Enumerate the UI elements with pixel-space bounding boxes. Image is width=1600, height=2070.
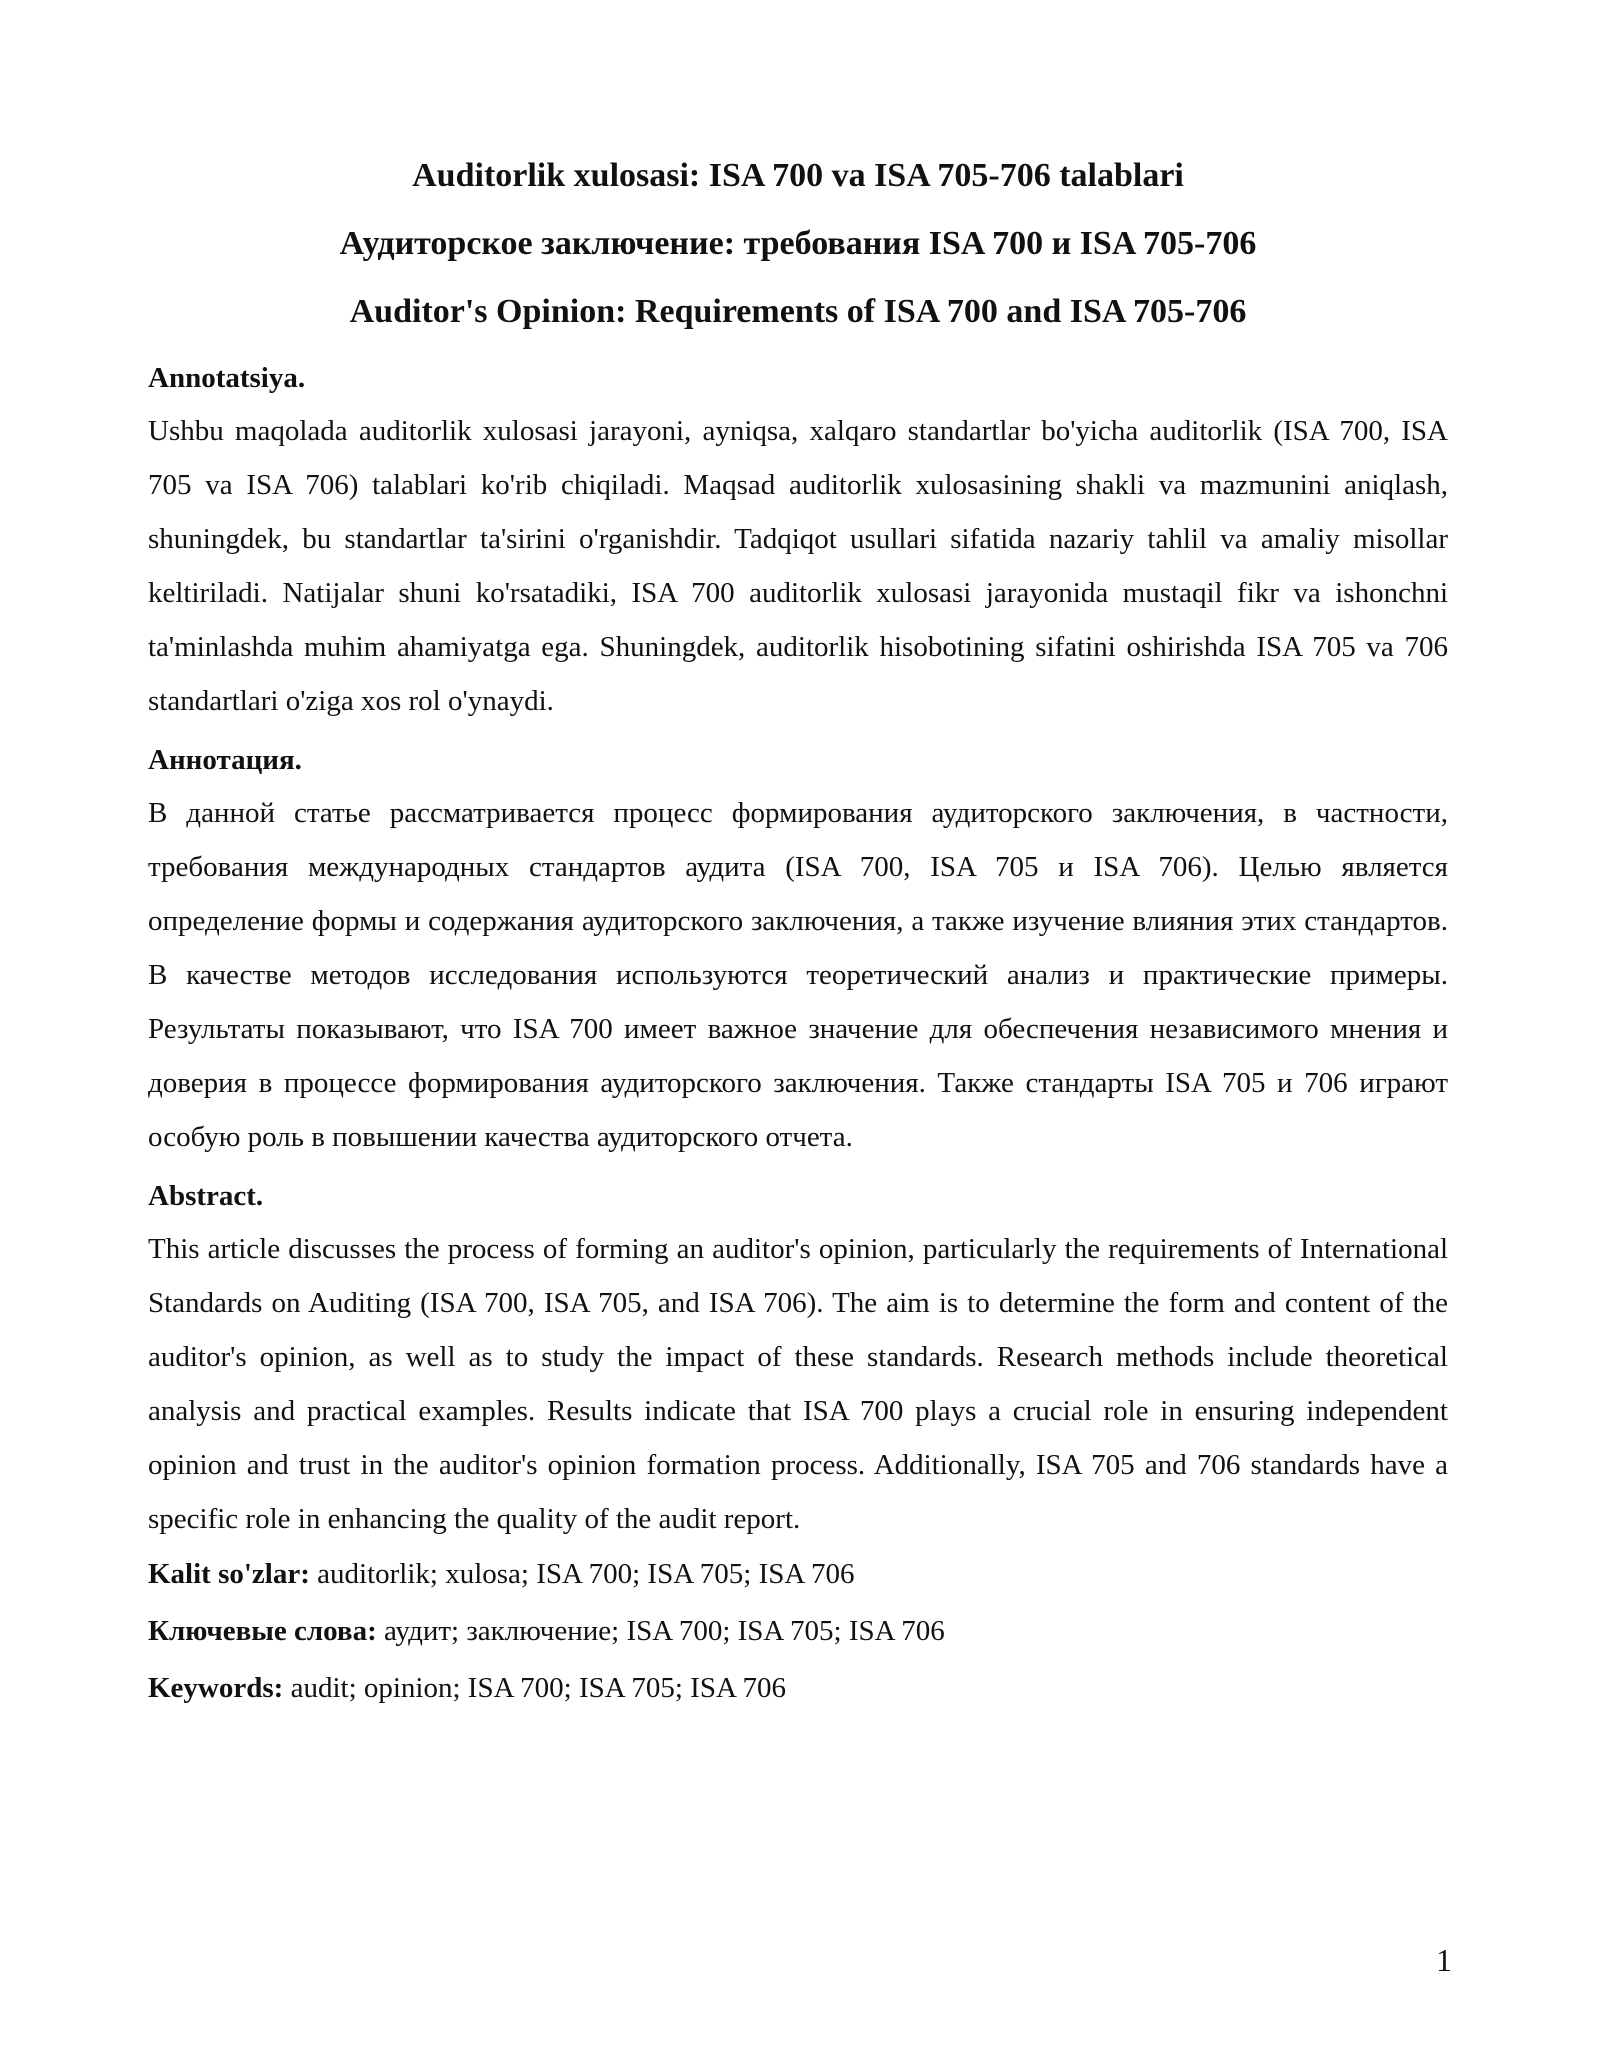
page-number: 1	[1436, 1942, 1452, 1978]
title-en: Auditor's Opinion: Requirements of ISA 700 and ISA 705-706	[349, 293, 1247, 330]
keywords-uz-label: Kalit so'zlar:	[148, 1558, 310, 1590]
keywords-ru	[148, 1603, 1448, 1660]
abstract-en-heading: Abstract.	[148, 1180, 264, 1212]
keywords-ru-value: аудит; заключение; ISA 700; ISA 705; ISA 706	[376, 1615, 945, 1647]
abstract-en-text: This article discusses the process of forming an auditor's opinion, particularly the requirements of International Standards on Auditing (ISA 700, ISA 705, and ISA 706). The aim is to determine the form and content of the auditor's opinion, as well as to study the impact of these standards. Research methods include theoretical analysis and practical examples. Results indicate that ISA 700 plays a crucial role in ensuring independent opinion and trust in the auditor's opinion formation process. Additionally, ISA 705 and 706 standards have a specific role in enhancing the quality of the audit report.	[148, 1233, 1448, 1535]
annotation-ru-heading: Аннотация.	[148, 744, 302, 776]
document-page	[148, 142, 1448, 1717]
keywords-ru-label: Ключевые слова:	[148, 1615, 377, 1647]
keywords-en-value: audit; opinion; ISA 700; ISA 705; ISA 706	[283, 1672, 787, 1704]
annotation-uz-text: Ushbu maqolada auditorlik xulosasi jarayoni, ayniqsa, xalqaro standartlar bo'yicha auditorlik (ISA 700, ISA 705 va ISA 706) talablari ko'rib chiqiladi. Maqsad auditorlik xulosasining shakli va mazmunini aniqlash, shuningdek, bu standartlar ta'sirini o'rganishdir. Tadqiqot usullari sifatida nazariy tahlil va amaliy misollar keltiriladi. Natijalar shuni ko'rsatadiki, ISA 700 auditorlik xulosasi jarayonida mustaqil fikr va ishonchni ta'minlashda muhim ahamiyatga ega. Shuningdek, auditorlik hisobotining sifatini oshirishda ISA 705 va 706 standartlari o'ziga xos rol o'ynaydi.	[148, 415, 1448, 717]
annotation-ru-text: В данной статье рассматривается процесс формирования аудиторского заключения, в частности, требования международных стандартов аудита (ISA 700, ISA 705 и ISA 706). Целью является определение формы и содержания аудиторского заключения, а также изучение влияния этих стандартов. В качестве методов исследования используются теоретический анализ и практические примеры. Результаты показывают, что ISA 700 имеет важное значение для обеспечения независимого мнения и доверия в процессе формирования аудиторского заключения. Также стандарты ISA 705 и 706 играют особую роль в повышении качества аудиторского отчета.	[148, 797, 1448, 1153]
title-ru: Аудиторское заключение: требования ISA 700 и ISA 705-706	[339, 225, 1257, 262]
keywords-uz	[148, 1546, 1448, 1603]
keywords-uz-value: auditorlik; xulosa; ISA 700; ISA 705; ISA 706	[309, 1558, 855, 1590]
keywords-en	[148, 1660, 1448, 1717]
keywords-en-label: Keywords:	[148, 1672, 284, 1704]
title-uz: Auditorlik xulosasi: ISA 700 va ISA 705-706 talablari	[412, 157, 1184, 194]
annotation-uz-heading: Annotatsiya.	[148, 362, 306, 394]
